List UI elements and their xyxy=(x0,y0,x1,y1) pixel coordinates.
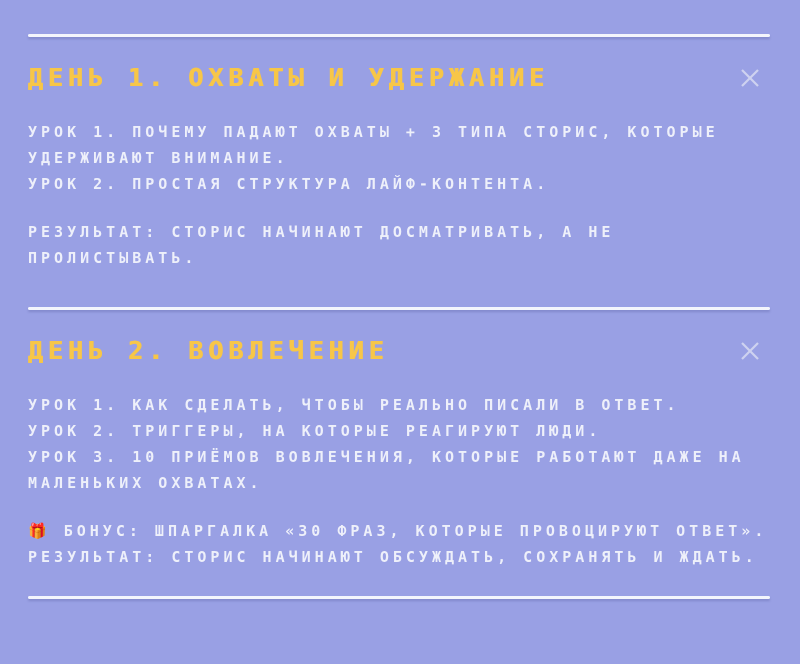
bonus-line: 🎁 БОНУС: ШПАРГАЛКА «30 ФРАЗ, КОТОРЫЕ ПРОВОЦИРУЮТ ОТВЕТ». xyxy=(28,522,768,540)
lesson-line: УРОК 1. КАК СДЕЛАТЬ, ЧТОБЫ РЕАЛЬНО ПИСАЛИ В ОТВЕТ. xyxy=(28,396,680,414)
result-line: РЕЗУЛЬТАТ: СТОРИС НАЧИНАЮТ ДОСМАТРИВАТЬ, А НЕ ПРОЛИСТЫВАТЬ. xyxy=(28,223,615,267)
day-1-title: ДЕНЬ 1. ОХВАТЫ И УДЕРЖАНИЕ xyxy=(28,63,550,92)
lesson-line: УРОК 2. ТРИГГЕРЫ, НА КОТОРЫЕ РЕАГИРУЮТ ЛЮДИ. xyxy=(28,422,602,440)
lesson-line: УРОК 3. 10 ПРИЁМОВ ВОВЛЕЧЕНИЯ, КОТОРЫЕ РАБОТАЮТ ДАЖЕ НА МАЛЕНЬКИХ ОХВАТАХ. xyxy=(28,448,745,492)
lesson-line: УРОК 1. ПОЧЕМУ ПАДАЮТ ОХВАТЫ + 3 ТИПА СТОРИС, КОТОРЫЕ УДЕРЖИВАЮТ ВНИМАНИЕ. xyxy=(28,123,719,167)
day-1-section xyxy=(28,37,770,307)
day-2-title: ДЕНЬ 2. ВОВЛЕЧЕНИЕ xyxy=(28,336,389,365)
day-1-result xyxy=(28,219,770,271)
day-1-header xyxy=(28,63,770,93)
day-1-lessons xyxy=(28,119,770,197)
result-line: РЕЗУЛЬТАТ: СТОРИС НАЧИНАЮТ ОБСУЖДАТЬ, СОХРАНЯТЬ И ЖДАТЬ. xyxy=(28,548,758,566)
section-divider-bottom xyxy=(28,596,770,599)
lesson-line: УРОК 2. ПРОСТАЯ СТРУКТУРА ЛАЙФ-КОНТЕНТА. xyxy=(28,175,550,193)
close-icon xyxy=(738,66,762,90)
day-2-section xyxy=(28,310,770,596)
close-icon xyxy=(738,339,762,363)
course-program-page xyxy=(0,34,800,664)
day-2-header xyxy=(28,336,770,366)
day-1-close-button[interactable] xyxy=(736,64,764,92)
day-2-close-button[interactable] xyxy=(736,337,764,365)
day-2-bonus-result xyxy=(28,518,770,570)
day-2-lessons xyxy=(28,392,770,496)
